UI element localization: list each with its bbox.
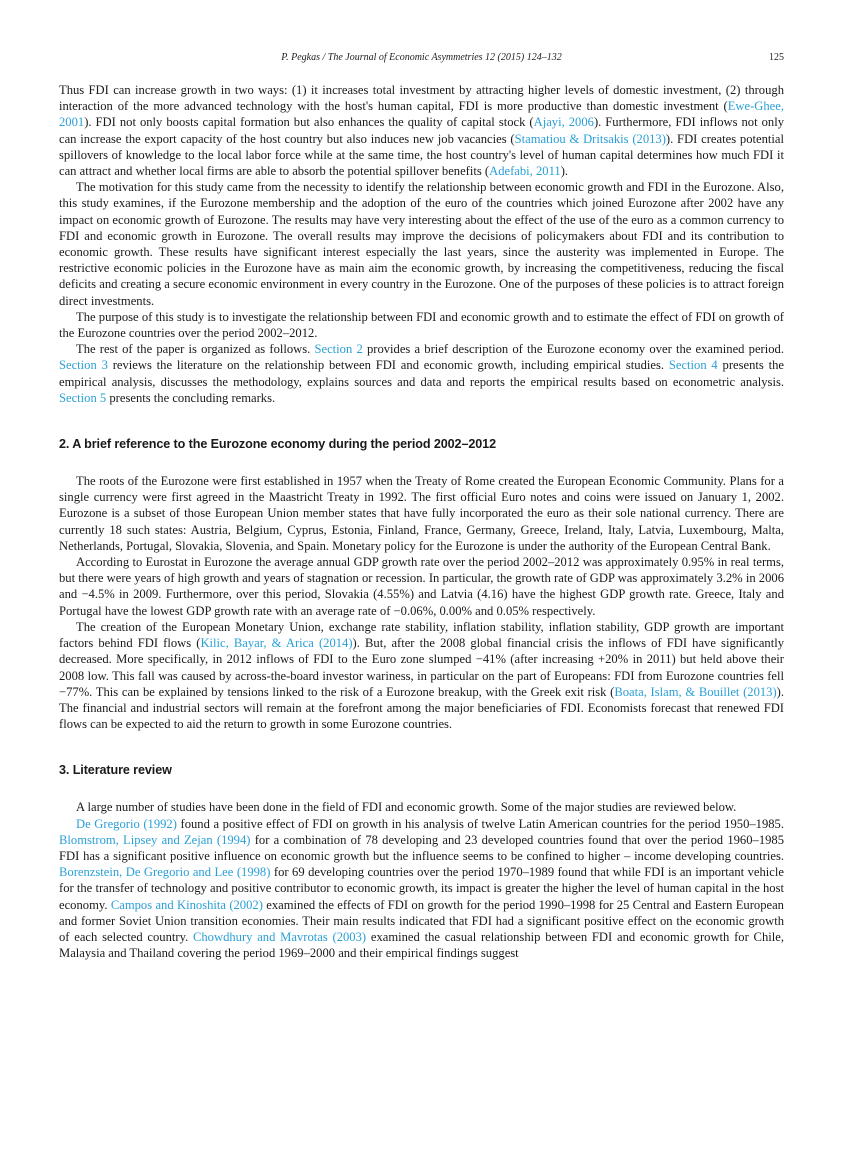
citation-link[interactable]: Section 4 <box>668 358 718 373</box>
section-heading: 2. A brief reference to the Eurozone economy during the period 2002–2012 <box>59 437 496 452</box>
paragraph <box>59 473 784 554</box>
text-run: provides a brief description of the Eurozone economy over the examined period. <box>362 342 784 357</box>
paragraph <box>59 816 784 962</box>
citation-link[interactable]: Section 3 <box>59 358 108 373</box>
paragraph <box>59 554 784 619</box>
text-run: ). FDI creates potential spillovers of knowledge to the local labor force while at the same time, the host country's level of human capital determines how much FDI it can attract and whether local firms are able to absorb the potential spillover benefits ( <box>59 131 784 179</box>
paragraph <box>59 179 784 309</box>
text-run: presents the concluding remarks. <box>106 390 276 405</box>
text-run: Thus FDI can increase growth in two ways: (1) it increases total investment by attracting higher levels of domestic investment, (2) through interaction of the more advanced technology with the host's human capital, FDI is more productive than domestic investment ( <box>59 83 784 114</box>
text-run: ). Furthermore, FDI inflows not only can increase the export capacity of the host country but also induces new job vacancies ( <box>59 115 784 146</box>
text-run: The creation of the European Monetary Union, exchange rate stability, inflation stability, inflation stability, GDP growth are important factors behind FDI flows ( <box>59 619 784 651</box>
citation-link[interactable]: Adefabi, 2011 <box>489 164 561 179</box>
text-run: ). <box>560 164 569 179</box>
text-run: The purpose of this study is to investigate the relationship between FDI and economic growth and to estimate the effect of FDI on growth of the Eurozone countries over the period 2002–2012. <box>59 309 784 341</box>
running-title: P. Pegkas / The Journal of Economic Asymmetries 12 (2015) 124–132 <box>281 52 562 63</box>
text-run: presents the empirical analysis, discusses the methodology, explains sources and data and reports the empirical results based on econometric analysis. <box>59 358 784 389</box>
text-run: examined the effects of FDI on growth for the period 1990–1998 for 25 Central and Eastern European and former Soviet Union transition economies. Their main results indicated that FDI had a significant positive effect on the economic growth of each selected country. <box>59 897 784 944</box>
paragraph <box>59 799 784 815</box>
citation-link[interactable]: Ajayi, 2006 <box>533 115 594 130</box>
paragraph <box>59 309 784 341</box>
citation-link[interactable]: Stamatiou & Dritsakis (2013) <box>514 131 666 146</box>
text-run: ). But, after the 2008 global financial crisis the inflows of FDI have significantly decreased. More specifically, in 2012 inflows of FDI to the Euro zone slumped −41% (after increasing +20% in 2011) but held above their 2008 low. This fall was caused by across-the-board investor wariness, in particular on the part of Europeans: FDI from Eurozone countries fell −77%. This can be explained by tensions linked to the risk of a Eurozone breakup, with the Greek exit risk ( <box>59 636 785 699</box>
text-run: According to Eurostat in Eurozone the average annual GDP growth rate over the period 2002–2012 was approximately 0.95% in real terms, but there were years of high growth and years of stagnation or recession. In particular, the growth rate of GDP was approximately 3.2% in 2006 and −4.5% in 2009. Furthermore, over this period, Slovakia (4.55%) and Latvia (4.16) have the highest GDP growth rate. Greece, Italy and Portugal have the lowest GDP growth rate with an average rate of −0.06%, 0.00% and 0.05% respectively. <box>59 555 784 618</box>
citation-link[interactable]: Section 5 <box>59 390 107 405</box>
citation-link[interactable]: Kilic, Bayar, & Arica (2014) <box>200 636 353 651</box>
paragraph <box>59 82 784 179</box>
text-run: The roots of the Eurozone were first established in 1957 when the Treaty of Rome created the European Economic Community. Plans for a single currency were first agreed in the Maastricht Treaty in 1992. The first official Euro notes and coins were issued on January 1, 2002. Eurozone is a subset of those European Union member states that have fully incorporated the euro as their sole national currency. There are currently 18 such states: Austria, Belgium, Cyprus, Estonia, Finland, France, Germany, Greece, Ireland, Italy, Latvia, Luxembourg, Malta, Netherlands, Portugal, Slovakia, Slovenia, and Spain. Monetary policy for the Eurozone is under the authority of the European Central Bank. <box>59 474 784 553</box>
running-header <box>59 52 784 68</box>
text-run: for 69 developing countries over the period 1970–1989 found that while FDI is an important vehicle for the transfer of technology and positive contributor to economic growth, its impact is greater the higher the level of human capital in the host economy. <box>59 865 784 912</box>
page-number: 125 <box>769 52 784 63</box>
paragraph <box>59 619 784 732</box>
text-run: ). FDI not only boosts capital formation but also enhances the quality of capital stock ( <box>84 115 534 130</box>
citation-link[interactable]: Boata, Islam, & Bouillet (2013) <box>614 684 777 699</box>
text-run: The rest of the paper is organized as follows. <box>76 342 315 357</box>
citation-link[interactable]: Chowdhury and Mavrotas (2003) <box>192 929 367 944</box>
citation-link[interactable]: Borenzstein, De Gregorio and Lee (1998) <box>59 865 271 880</box>
text-run: A large number of studies have been done in the field of FDI and economic growth. Some of the major studies are reviewed below. <box>76 800 737 815</box>
citation-link[interactable]: Campos and Kinoshita (2002) <box>110 897 263 912</box>
citation-link[interactable]: Section 2 <box>314 342 363 357</box>
citation-link[interactable]: Ewe-Ghee, 2001 <box>59 99 784 130</box>
text-run: examined the casual relationship between FDI and economic growth for Chile, Malaysia and Thailand covering the period 1969–2000 and their empirical findings suggest <box>59 929 784 961</box>
paragraph <box>59 341 784 406</box>
text-run: reviews the literature on the relationship between FDI and economic growth, including empirical studies. <box>107 358 669 373</box>
section-heading: 3. Literature review <box>59 763 172 778</box>
citation-link[interactable]: Blomstrom, Lipsey and Zejan (1994) <box>59 832 251 847</box>
text-run: The motivation for this study came from the necessity to identify the relationship between economic growth and FDI in the Eurozone. Also, this study examines, if the Eurozone membership and the adoption of the euro of the countries which joined Eurozone after 2002 have any impact on economic growth of Eurozone. The results may have very interesting about the effect of the use of the euro as a common currency to FDI and economic growth in Eurozone. The overall results may improve the decisions of policymakers about FDI and its contribution to economic growth. These results have significant interest especially the last years, since the austerity was implemented in Europe. The restrictive economic policies in the Eurozone have as main aim the economic growth, by increasing the competitiveness, reducing the fiscal deficits and creating a secure economic environment in every country in the Eurozone. One of the purposes of these policies is to attract foreign direct investments. <box>59 180 784 308</box>
text-run: found a positive effect of FDI on growth in his analysis of twelve Latin American countries for the period 1950–1985. <box>176 816 784 831</box>
article-body <box>59 82 784 961</box>
text-run: ). The financial and industrial sectors will remain at the forefront among the major beneficiaries of FDI. Economists forecast that renewed FDI flows can be expected to aid the return to growth in some Eurozone countries. <box>59 684 784 732</box>
text-run: for a combination of 78 developing and 23 developed countries found that over the period 1960–1985 FDI has a significant positive influence on economic growth but the influence seems to be confined to higher – income developing countries. <box>59 832 785 863</box>
citation-link[interactable]: De Gregorio (1992) <box>76 816 177 831</box>
